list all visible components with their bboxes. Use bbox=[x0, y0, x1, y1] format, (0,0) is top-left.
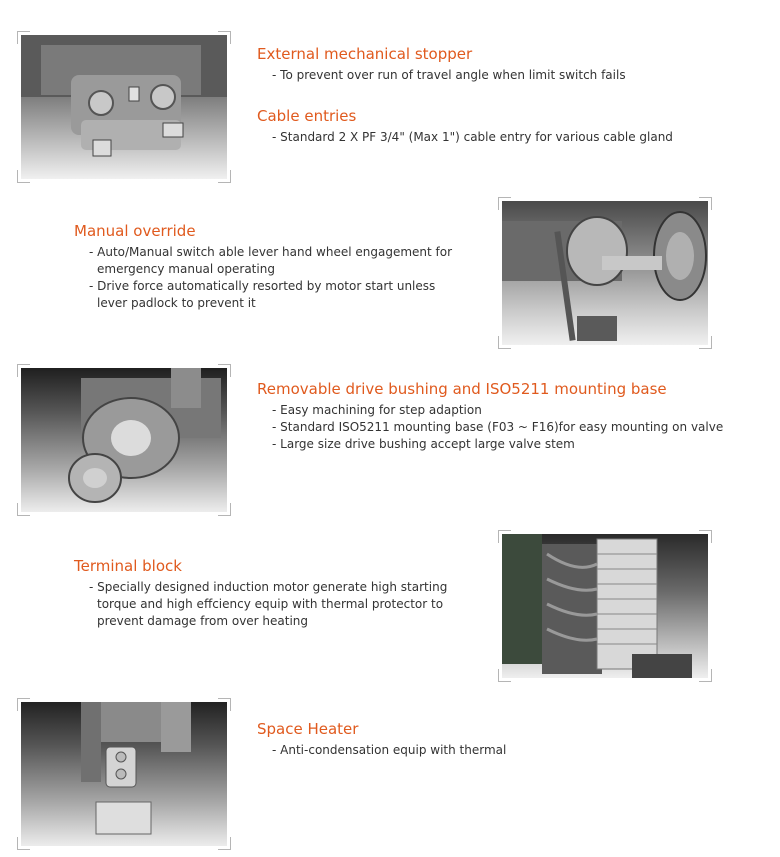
feature-bullet: - Drive force automatically resorted by motor start unless lever padlock to prevent it bbox=[89, 278, 469, 312]
feature-drive-bushing bbox=[257, 380, 757, 453]
feature-external-stopper bbox=[257, 45, 757, 84]
feature-bullet: - Easy machining for step adaption bbox=[272, 402, 757, 419]
feature-title: Cable entries bbox=[257, 107, 357, 125]
feature-bullet: - To prevent over run of travel angle when limit switch fails bbox=[272, 67, 757, 84]
feature-title: Removable drive bushing and ISO5211 mounting base bbox=[257, 380, 667, 398]
feature-cable-entries bbox=[257, 107, 757, 146]
feature-bullet: - Standard 2 X PF 3/4" (Max 1") cable entry for various cable gland bbox=[272, 129, 757, 146]
feature-bullet: - Specially designed induction motor generate high starting torque and high effciency equip with thermal protector to prevent damage from over heating bbox=[89, 579, 484, 630]
feature-title: External mechanical stopper bbox=[257, 45, 473, 63]
feature-title: Manual override bbox=[74, 222, 196, 240]
feature-title: Terminal block bbox=[74, 557, 182, 575]
space-heater-photo bbox=[17, 698, 231, 850]
feature-terminal-block bbox=[74, 557, 484, 630]
feature-space-heater bbox=[257, 720, 757, 759]
feature-bullet: - Standard ISO5211 mounting base (F03 ~ F16)for easy mounting on valve bbox=[272, 419, 757, 436]
stopper-photo bbox=[17, 31, 231, 183]
feature-bullet: - Large size drive bushing accept large valve stem bbox=[272, 436, 757, 453]
feature-title: Space Heater bbox=[257, 720, 359, 738]
terminal-block-photo bbox=[498, 530, 712, 682]
mounting-base-photo bbox=[17, 364, 231, 516]
feature-bullet: - Anti-condensation equip with thermal bbox=[272, 742, 757, 759]
manual-override-photo bbox=[498, 197, 712, 349]
feature-manual-override bbox=[74, 222, 469, 312]
feature-bullet: - Auto/Manual switch able lever hand wheel engagement for emergency manual operating bbox=[89, 244, 469, 278]
